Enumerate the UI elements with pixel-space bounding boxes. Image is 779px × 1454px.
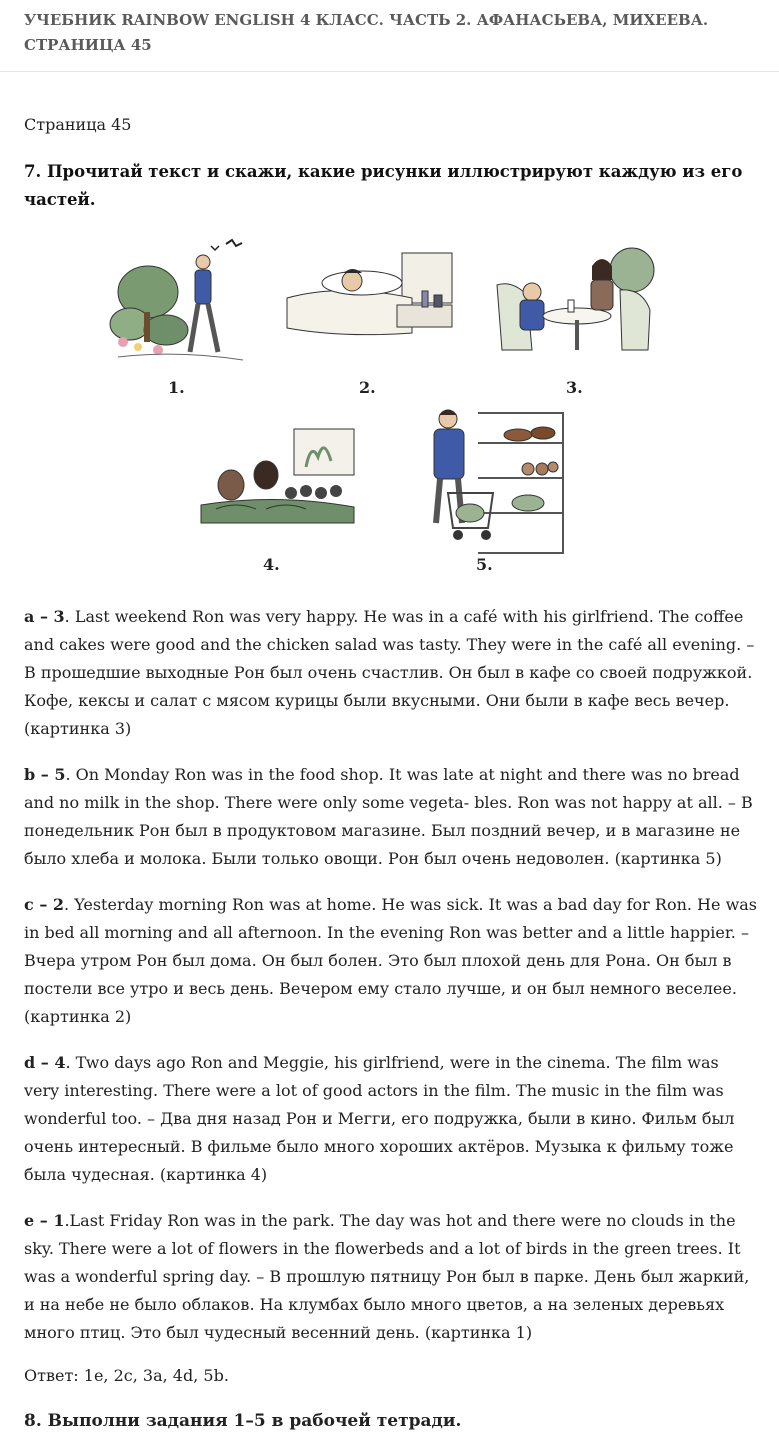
figure-5-number: 5.: [476, 555, 493, 574]
figure-1-number: 1.: [168, 378, 185, 397]
figure-3-cafe-illustration: [492, 240, 660, 358]
paragraph-d: d – 4. Two days ago Ron and Meggie, his girlfriend, were in the cinema. The film was very interesting. There were a lot of good actors in the film. The music in the film was wonderful too. – Два дня назад Рон и Мегги, его подружка, были в кино. Фильм был очень интересный. В фильме было много хороших актёров. Музыка к фильму тоже была чудесная. (картинка 4): [24, 1053, 735, 1184]
answer-line: Ответ: 1e, 2c, 3a, 4d, 5b.: [24, 1366, 229, 1385]
figure-2-bed-illustration: [282, 243, 458, 343]
figure-4-cinema-illustration: [196, 427, 356, 525]
figure-5-shop-illustration: [418, 403, 568, 555]
task-7-title: 7. Прочитай текст и скажи, какие рисунки иллюстрируют каждую из его частей.: [24, 162, 743, 209]
figure-2-number: 2.: [359, 378, 376, 397]
paragraph-c: c – 2. Yesterday morning Ron was at home. He was sick. It was a bad day for Ron. He was in bed all morning and all afternoon. In the evening Ron was better and a little happier. – Вчера утром Рон был дома. Он был болен. Это был плохой день для Рона. Он был в постели все утро и весь день. Вечером ему стало лучше, и он был немного веселее. (картинка 2): [24, 895, 758, 1026]
paragraph-b: b – 5. On Monday Ron was in the food shop. It was late at night and there was no bread and no milk in the shop. There were only some vegeta- bles. Ron was not happy at all. – В понедельник Рон был в продуктовом магазине. Был поздний вечер, и в магазине не было хлеба и молока. Были только овощи. Рон был очень недоволен. (картинка 5): [24, 765, 753, 868]
figure-3-number: 3.: [566, 378, 583, 397]
task-8-title: 8. Выполни задания 1–5 в рабочей тетради.: [24, 1411, 462, 1431]
header-title: УЧЕБНИК RAINBOW ENGLISH 4 КЛАСС. ЧАСТЬ 2. АФАНАСЬЕВА, МИХЕЕВА. СТРАНИЦА 45: [24, 11, 709, 54]
figure-1-park-illustration: [108, 232, 248, 367]
page-label: Страница 45: [24, 115, 132, 134]
paragraph-e: e – 1.Last Friday Ron was in the park. The day was hot and there were no clouds in the sky. There were a lot of flowers in the flowerbeds and a lot of birds in the green trees. It was a wonderful spring day. – В прошлую пятницу Рон был в парке. День был жаркий, и на небе не было облаков. На клумбах было много цветов, а на зеленых деревьях много птиц. Это был чудесный весенний день. (картинка 1): [24, 1211, 750, 1342]
page-header: [0, 0, 779, 72]
figure-4-number: 4.: [263, 555, 280, 574]
paragraph-a: a – 3. Last weekend Ron was very happy. He was in a café with his girlfriend. The coffee and cakes were good and the chicken salad was tasty. They were in the café all evening. – В прошедшие выходные Рон был очень счастлив. Он был в кафе со своей подружкой. Кофе, кексы и салат с мясом курицы были вкусными. Они были в кафе весь вечер. (картинка 3): [24, 607, 755, 738]
